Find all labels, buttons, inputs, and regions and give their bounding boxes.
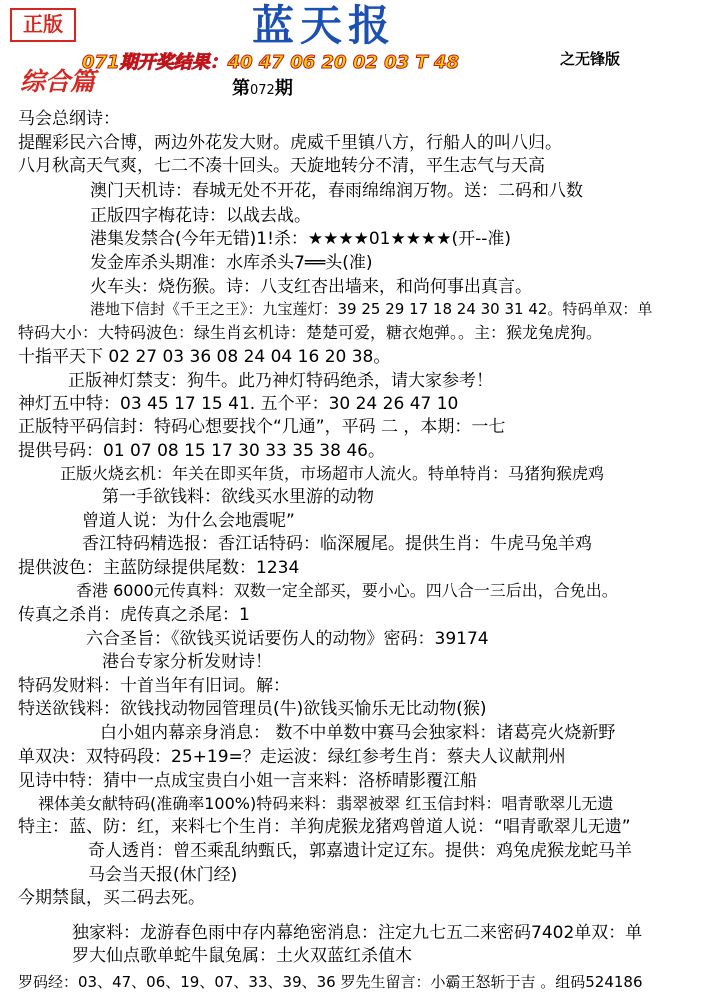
text-line: 见诗中特：猜中一点成宝贵白小姐一言来料：洛桥晴影覆江船 xyxy=(18,771,477,791)
text-line: 港地下信封《千王之王》：九宝莲灯：39 25 29 17 18 24 30 31 42。特码单双：单 xyxy=(90,300,653,318)
issue-num: 072 xyxy=(250,83,275,98)
text-line: 今期禁鼠，买二码去死。 xyxy=(18,888,205,908)
text-line: 罗码经：03、47、06、19、07、33、39、36 罗先生留言：小霸王怒斩于吉 。组码524186 xyxy=(18,973,643,991)
text-line: 神灯五中特：03 45 17 15 41. 五个平：30 24 26 47 10 xyxy=(18,394,459,414)
text-line: 独家料：龙游春色雨中存内幕绝密消息：注定九七五二来密码7402单双：单 xyxy=(72,923,643,943)
text-line: 澳门天机诗：春城无处不开花，春雨绵绵润万物。送：二码和八数 xyxy=(90,181,583,201)
text-line: 正版四字梅花诗：以战去战。 xyxy=(90,206,311,226)
text-line: 正版特平码信封：特码心想要找个“几通”，平码 二 ，本期：一七 xyxy=(18,417,506,437)
edition-stamp: 正版 xyxy=(10,8,76,42)
text-line: 正版神灯禁支：狗牛。此乃神灯特码绝杀，请大家参考！ xyxy=(68,371,493,391)
text-line: 罗大仙点歌单蛇牛鼠兔属：土火双蓝红杀值木 xyxy=(72,946,412,966)
text-line: 六合圣旨：《欲钱买说话要伤人的动物》密码：39174 xyxy=(86,629,489,649)
text-line: 特码发财料：十首当年有旧词。解： xyxy=(18,676,290,696)
text-line: 提供号码：01 07 08 15 17 30 33 35 38 46。 xyxy=(18,441,385,461)
section-title: 综合篇 xyxy=(20,67,96,96)
text-line: 特码大小：大特码波色：绿生肖玄机诗：楚楚可爱，糖衣炮弹。。主：猴龙兔虎狗。 xyxy=(18,323,603,342)
text-line: 奇人透肖：曾丕乘乱纳甄氏，郭嘉遗计定辽东。提供：鸡兔虎猴龙蛇马羊 xyxy=(88,841,632,861)
text-line: 火车头：烧伤猴。诗：八支红杏出墙来，和尚何事出真言。 xyxy=(90,277,532,297)
text-line: 港台专家分析发财诗！ xyxy=(102,652,272,672)
text-line: 香港 6000元传真料：双数一定全部买，要小心。四八合一三后出，合免出。 xyxy=(76,581,618,600)
issue-suffix: 期 xyxy=(274,78,293,99)
draw-result: 071期开奖结果：40 47 06 20 02 03 T 48 xyxy=(82,52,460,73)
text-line: 香江特码精选报：香江话特码：临深履尾。提供生肖：牛虎马兔羊鸡 xyxy=(82,534,592,554)
text-line: 十指平天下 02 27 03 36 08 24 04 16 20 38。 xyxy=(18,347,391,367)
issue-number xyxy=(232,74,293,100)
text-line: 八月秋高天气爽，七二不凑十回头。天旋地转分不清，平生志气与天高 xyxy=(18,156,545,176)
newspaper-title: 蓝天报 xyxy=(252,1,397,50)
text-line: 马会当天报(休门经) xyxy=(88,865,238,885)
text-line: 港集发禁合(今年无错)1!杀：★★★★01★★★★(开--准) xyxy=(90,229,511,249)
text-line: 提供波色：主蓝防绿提供尾数：1234 xyxy=(18,558,300,578)
text-line: 特送欲钱料：欲钱找动物园管理员(牛)欲钱买愉乐无比动物(猴) xyxy=(18,699,487,719)
text-line: 单双决：双特码段：25+19=？走运波：绿红参考生肖：蔡夫人议献荆州 xyxy=(18,747,566,767)
text-line: 传真之杀肖：虎传真之杀尾：1 xyxy=(18,605,250,625)
text-line: 白小姐内幕亲身消息： 数不中单数中赛马会独家料：诸葛亮火烧新野 xyxy=(100,723,616,743)
text-line: 提醒彩民六合博，两边外花发大财。虎威千里镇八方，行船人的叫八归。 xyxy=(18,133,562,153)
text-line: 特主：蓝、防：红，来料七个生肖：羊狗虎猴龙猪鸡曾道人说：“唱青歌翠儿无遗” xyxy=(18,817,631,837)
text-line: 正版火烧玄机：年关在即买年货，市场超市人流火。特单特肖：马猪狗猴虎鸡 xyxy=(60,464,605,483)
text-line: 裸体美女献特码(准确率100%)特码来料：翡翠被翠 红玉信封料：唱青歌翠儿无遗 xyxy=(38,794,614,813)
text-line: 曾道人说：为什么会地震呢” xyxy=(82,511,295,531)
issue-prefix: 第 xyxy=(232,78,250,99)
text-line: 发金库杀头期准：水库杀头7══头(准) xyxy=(90,253,373,273)
text-line: 第一手欲钱料：欲线买水里游的动物 xyxy=(102,487,374,507)
text-line: 马会总纲诗： xyxy=(18,109,120,129)
edition-label: 之无锋版 xyxy=(560,50,621,68)
